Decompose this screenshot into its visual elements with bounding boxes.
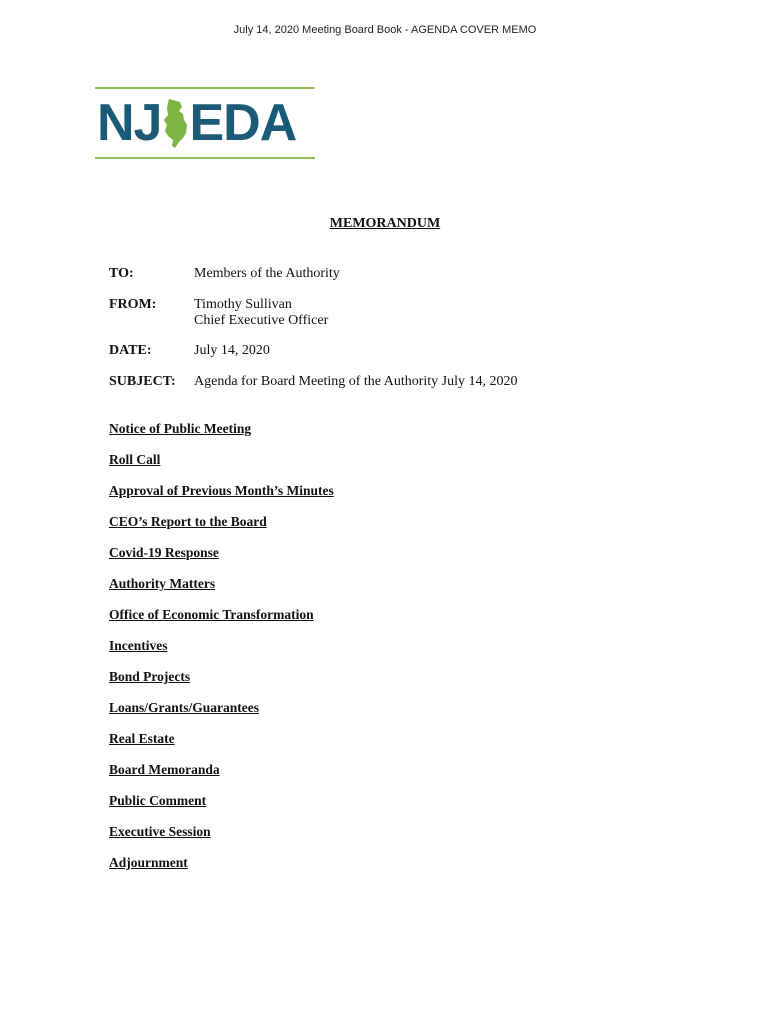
memo-title: MEMORANDUM bbox=[329, 216, 441, 231]
agenda-item: Incentives bbox=[109, 638, 168, 653]
page-header: July 14, 2020 Meeting Board Book - AGENDA COVER MEMO bbox=[233, 24, 537, 36]
logo-top-rule bbox=[95, 87, 315, 89]
to-value: Members of the Authority bbox=[194, 266, 340, 281]
to-label: TO: bbox=[109, 266, 134, 281]
logo-text-nj: NJ bbox=[97, 94, 162, 152]
logo-text-eda: EDA bbox=[189, 94, 297, 152]
agenda-item: CEO’s Report to the Board bbox=[109, 514, 267, 529]
from-title: Chief Executive Officer bbox=[194, 313, 329, 328]
njeda-logo bbox=[95, 86, 315, 160]
from-label: FROM: bbox=[109, 297, 157, 312]
agenda-item: Approval of Previous Month’s Minutes bbox=[109, 483, 334, 498]
agenda-item: Covid-19 Response bbox=[109, 545, 219, 560]
from-name: Timothy Sullivan bbox=[194, 297, 292, 312]
agenda-item: Real Estate bbox=[109, 731, 175, 746]
agenda-item: Loans/Grants/Guarantees bbox=[109, 700, 260, 715]
agenda-list bbox=[109, 421, 334, 886]
logo-wordmark bbox=[97, 96, 296, 150]
agenda-item: Adjournment bbox=[109, 855, 188, 870]
agenda-item: Notice of Public Meeting bbox=[109, 421, 252, 436]
agenda-item: Board Memoranda bbox=[109, 762, 220, 777]
logo-bottom-rule bbox=[95, 157, 315, 159]
agenda-item: Executive Session bbox=[109, 824, 211, 839]
subject-label: SUBJECT: bbox=[109, 374, 176, 389]
new-jersey-state-icon bbox=[162, 98, 188, 150]
agenda-item: Public Comment bbox=[109, 793, 207, 808]
agenda-item: Bond Projects bbox=[109, 669, 191, 684]
agenda-item: Roll Call bbox=[109, 452, 161, 467]
date-value: July 14, 2020 bbox=[194, 343, 270, 358]
date-label: DATE: bbox=[109, 343, 152, 358]
subject-value: Agenda for Board Meeting of the Authority July 14, 2020 bbox=[194, 374, 518, 389]
agenda-item: Office of Economic Transformation bbox=[109, 607, 314, 622]
agenda-item: Authority Matters bbox=[109, 576, 216, 591]
